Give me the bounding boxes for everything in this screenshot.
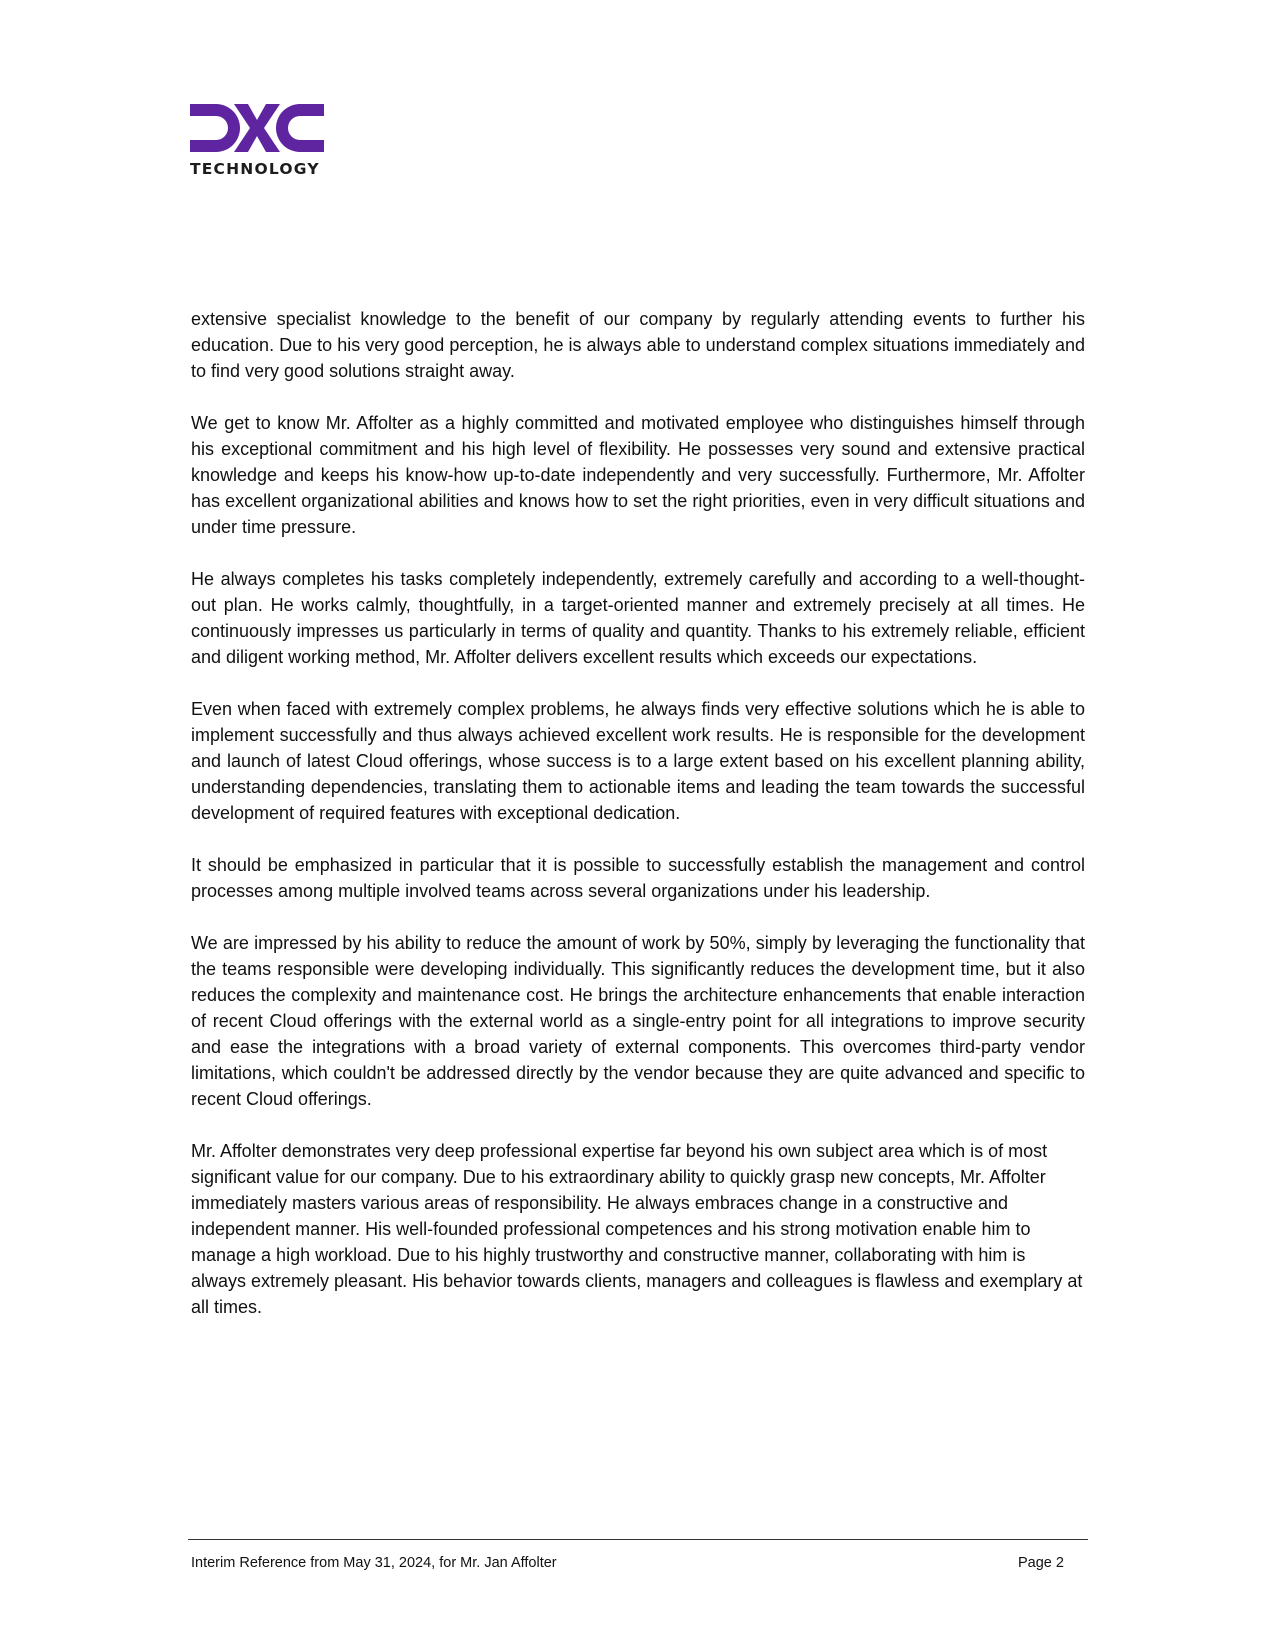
logo-subtitle: TECHNOLOGY [190, 160, 320, 178]
company-logo [190, 104, 324, 182]
paragraph: Mr. Affolter demonstrates very deep professional expertise far beyond his own subject area which is of most significant value for our company. Due to his extraordinary ability to quickly grasp new concepts, Mr. Affolter immediately masters various areas of responsibility. He always embraces change in a constructive and independent manner. His well-founded professional competences and his strong motivation enable him to manage a high workload. Due to his highly trustworthy and constructive manner, collaborating with him is always extremely pleasant. His behavior towards clients, managers and colleagues is flawless and exemplary at all times. [191, 1141, 1083, 1317]
paragraph: extensive specialist knowledge to the benefit of our company by regularly attending events to further his education. Due to his very good perception, he is always able to understand complex situations immediately and to find very good solutions straight away. [191, 309, 1085, 381]
paragraph: We get to know Mr. Affolter as a highly committed and motivated employee who distinguishes himself through his exceptional commitment and his high level of flexibility. He possesses very sound and extensive practical knowledge and keeps his know-how up-to-date independently and very successfully. Furthermore, Mr. Affolter has excellent organizational abilities and knows how to set the right priorities, even in very difficult situations and under time pressure. [191, 413, 1085, 537]
paragraph: We are impressed by his ability to reduce the amount of work by 50%, simply by leveraging the functionality that the teams responsible were developing individually. This significantly reduces the development time, but it also reduces the complexity and maintenance cost. He brings the architecture enhancements that enable interaction of recent Cloud offerings with the external world as a single-entry point for all integrations to improve security and ease the integrations with a broad variety of external components. This overcomes third-party vendor limitations, which couldn't be addressed directly by the vendor because they are quite advanced and specific to recent Cloud offerings. [191, 933, 1085, 1109]
paragraph: Even when faced with extremely complex problems, he always finds very effective solutions which he is able to implement successfully and thus always achieved excellent work results. He is responsible for the development and launch of latest Cloud offerings, whose success is to a large extent based on his excellent planning ability, understanding dependencies, translating them to actionable items and leading the team towards the successful development of required features with exceptional dedication. [191, 699, 1085, 823]
paragraph: He always completes his tasks completely independently, extremely carefully and according to a well-thought-out plan. He works calmly, thoughtfully, in a target-oriented manner and extremely precisely at all times. He continuously impresses us particularly in terms of quality and quantity. Thanks to his extremely reliable, efficient and diligent working method, Mr. Affolter delivers excellent results which exceeds our expectations. [191, 569, 1085, 667]
page-number: Page 2 [1018, 1555, 1064, 1571]
footer-divider [188, 1539, 1088, 1540]
paragraph: It should be emphasized in particular that it is possible to successfully establish the management and control processes among multiple involved teams across several organizations under his leadership. [191, 855, 1085, 901]
footer-reference: Interim Reference from May 31, 2024, for Mr. Jan Affolter [191, 1555, 557, 1571]
letter-body [191, 306, 1085, 1346]
dxc-logo-mark [190, 104, 324, 154]
